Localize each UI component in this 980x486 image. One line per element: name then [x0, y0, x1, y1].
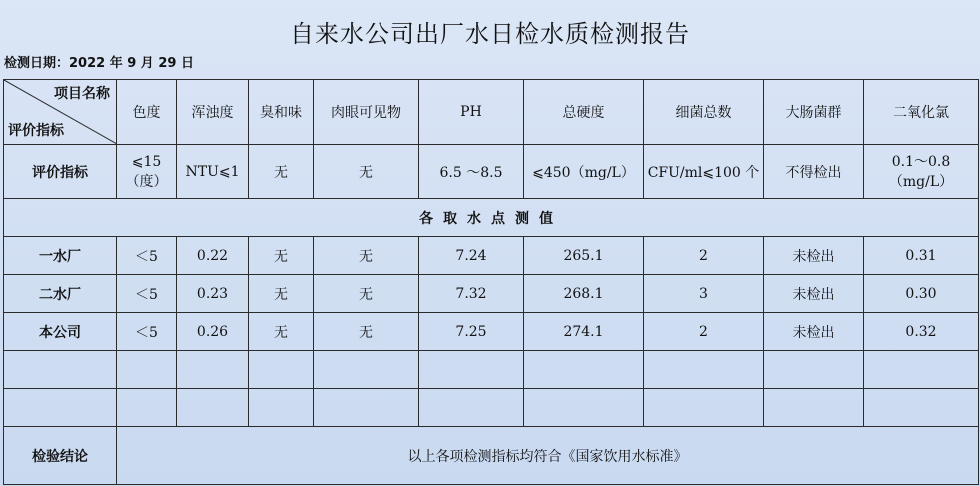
table-cell: 7.25	[419, 313, 524, 351]
criteria-value: 无	[314, 145, 419, 199]
table-cell: 0.22	[177, 237, 249, 275]
table-cell: 未检出	[764, 237, 864, 275]
empty-cell	[419, 351, 524, 389]
header-row	[4, 80, 979, 145]
empty-cell	[419, 389, 524, 427]
empty-cell	[524, 389, 644, 427]
col-header: 肉眼可见物	[314, 80, 419, 145]
empty-cell	[644, 351, 764, 389]
empty-cell	[117, 351, 177, 389]
table-row	[4, 275, 979, 313]
empty-cell	[644, 389, 764, 427]
section-row	[4, 199, 979, 237]
table-row	[4, 313, 979, 351]
table-cell: 2	[644, 313, 764, 351]
empty-cell	[864, 351, 979, 389]
table-cell: 无	[249, 275, 314, 313]
criteria-row	[4, 145, 979, 199]
report-title: 自来水公司出厂水日检水质检测报告	[290, 20, 690, 48]
section-title: 各取水点测值	[4, 199, 979, 237]
empty-cell	[764, 351, 864, 389]
site-name: 一水厂	[4, 237, 117, 275]
col-header: PH	[419, 80, 524, 145]
criteria-value: NTU⩽1	[177, 145, 249, 199]
conclusion-label: 检验结论	[4, 427, 117, 485]
table-cell: 未检出	[764, 313, 864, 351]
corner-bottom-label: 评价指标	[8, 123, 64, 139]
col-header: 细菌总数	[644, 80, 764, 145]
col-header: 总硬度	[524, 80, 644, 145]
water-quality-table	[3, 79, 979, 485]
test-date: 检测日期：2022 年 9 月 29 日	[4, 56, 194, 71]
table-cell: 无	[314, 237, 419, 275]
empty-cell	[249, 351, 314, 389]
col-header: 臭和味	[249, 80, 314, 145]
criteria-value: 0.1～0.8 （mg/L）	[864, 145, 979, 199]
empty-row	[4, 351, 979, 389]
empty-cell	[524, 351, 644, 389]
criteria-value: 无	[249, 145, 314, 199]
empty-cell	[177, 389, 249, 427]
empty-cell	[314, 351, 419, 389]
table-cell: ＜5	[117, 313, 177, 351]
col-header: 色度	[117, 80, 177, 145]
criteria-value: 不得检出	[764, 145, 864, 199]
empty-cell	[4, 351, 117, 389]
table-cell: 274.1	[524, 313, 644, 351]
site-name: 本公司	[4, 313, 117, 351]
criteria-value: ⩽450（mg/L）	[524, 145, 644, 199]
empty-cell	[4, 389, 117, 427]
header-corner-cell	[4, 80, 117, 145]
empty-cell	[249, 389, 314, 427]
criteria-value: ⩽15 （度）	[117, 145, 177, 199]
empty-row	[4, 389, 979, 427]
table-cell: 未检出	[764, 275, 864, 313]
table-cell: 265.1	[524, 237, 644, 275]
table-cell: 无	[249, 237, 314, 275]
col-header: 浑浊度	[177, 80, 249, 145]
table-cell: 无	[249, 313, 314, 351]
empty-cell	[864, 389, 979, 427]
empty-cell	[117, 389, 177, 427]
table-cell: 3	[644, 275, 764, 313]
criteria-label: 评价指标	[4, 145, 117, 199]
empty-cell	[314, 389, 419, 427]
table-cell: ＜5	[117, 237, 177, 275]
table-cell: 0.32	[864, 313, 979, 351]
site-name: 二水厂	[4, 275, 117, 313]
table-cell: 0.23	[177, 275, 249, 313]
col-header: 大肠菌群	[764, 80, 864, 145]
table-row	[4, 237, 979, 275]
criteria-value: CFU/ml⩽100 个	[644, 145, 764, 199]
table-cell: 7.24	[419, 237, 524, 275]
table-cell: 无	[314, 275, 419, 313]
table-cell: 2	[644, 237, 764, 275]
empty-cell	[764, 389, 864, 427]
table-cell: 0.26	[177, 313, 249, 351]
empty-cell	[177, 351, 249, 389]
table-cell: 268.1	[524, 275, 644, 313]
conclusion-row	[4, 427, 979, 485]
table-cell: 无	[314, 313, 419, 351]
table-cell: ＜5	[117, 275, 177, 313]
conclusion-text: 以上各项检测指标均符合《国家饮用水标准》	[117, 427, 979, 485]
table-cell: 0.31	[864, 237, 979, 275]
corner-top-label: 项目名称	[54, 86, 110, 102]
table-cell: 7.32	[419, 275, 524, 313]
criteria-value: 6.5 ～8.5	[419, 145, 524, 199]
table-cell: 0.30	[864, 275, 979, 313]
col-header: 二氧化氯	[864, 80, 979, 145]
